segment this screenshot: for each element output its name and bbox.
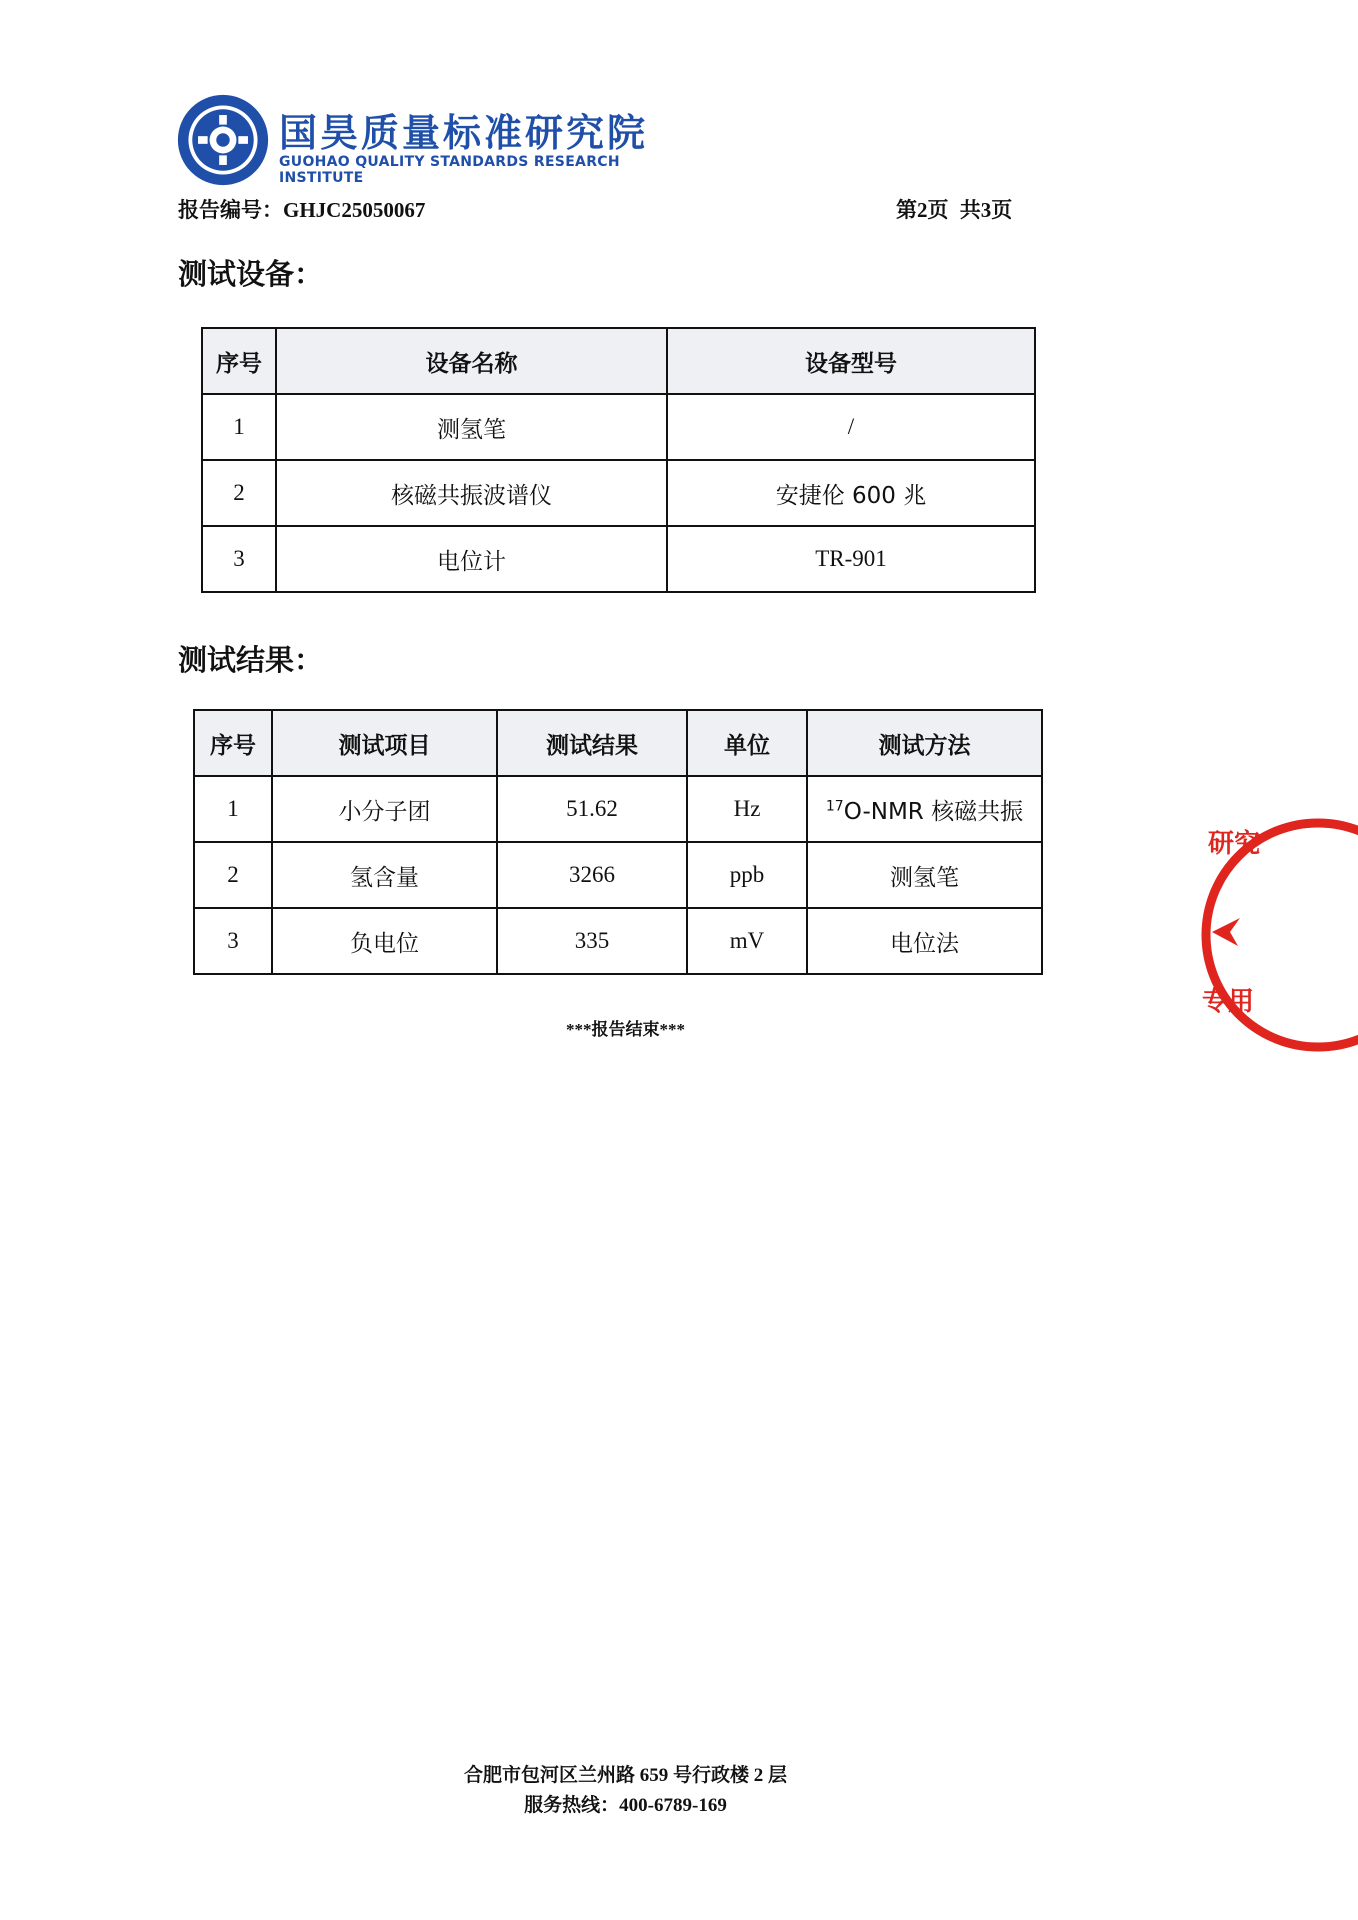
table-cell: Hz: [687, 776, 807, 842]
column-header: 序号: [202, 328, 276, 394]
report-number-label: 报告编号：: [178, 198, 283, 222]
svg-text:研究: 研究: [1208, 829, 1261, 859]
table-cell: 3: [202, 526, 276, 592]
results-section-title: 测试结果：: [178, 643, 324, 677]
table-header-row: [194, 710, 1042, 776]
seal-stamp-icon: [1198, 800, 1358, 1070]
table-cell: TR-901: [667, 526, 1035, 592]
table-row: [194, 776, 1042, 842]
table-cell: 核磁共振波谱仪: [276, 460, 667, 526]
table-cell: 氢含量: [272, 842, 497, 908]
table-row: [194, 842, 1042, 908]
table-cell: mV: [687, 908, 807, 974]
table-cell: 负电位: [272, 908, 497, 974]
table-cell: 测氢笔: [276, 394, 667, 460]
column-header: 设备名称: [276, 328, 667, 394]
equipment-section-title: 测试设备：: [178, 257, 324, 291]
table-row: [202, 526, 1035, 592]
table-cell: 电位法: [807, 908, 1042, 974]
table-cell: 电位计: [276, 526, 667, 592]
official-seal: [1198, 800, 1261, 1070]
table-cell-method: [807, 776, 1042, 842]
institute-emblem-icon: [175, 92, 271, 188]
table-cell: 335: [497, 908, 687, 974]
column-header: 单位: [687, 710, 807, 776]
method-text: O-NMR 核磁共振: [843, 798, 1024, 825]
table-cell: /: [667, 394, 1035, 460]
table-cell: 3: [194, 908, 272, 974]
report-number: [178, 194, 425, 224]
table-cell: 测氢笔: [807, 842, 1042, 908]
table-cell: 1: [202, 394, 276, 460]
table-cell: 2: [194, 842, 272, 908]
table-cell: 2: [202, 460, 276, 526]
svg-text:专用: 专用: [1202, 987, 1255, 1017]
footer-hotline: 服务热线：400-6789-169: [524, 1795, 727, 1816]
table-cell: ppb: [687, 842, 807, 908]
column-header: 测试结果: [497, 710, 687, 776]
table-row: [202, 394, 1035, 460]
equipment-table: [201, 327, 1036, 593]
table-cell: 1: [194, 776, 272, 842]
table-row: [202, 460, 1035, 526]
column-header: 测试方法: [807, 710, 1042, 776]
table-cell: 51.62: [497, 776, 687, 842]
table-cell: 3266: [497, 842, 687, 908]
page-current: 第2页: [896, 198, 949, 222]
table-header-row: [202, 328, 1035, 394]
org-name-cn: 国昊质量标准研究院: [279, 111, 649, 155]
isotope-superscript: 17: [825, 797, 844, 814]
report-number-value: GHJC25050067: [283, 198, 426, 222]
footer-address: 合肥市包河区兰州路 659 号行政楼 2 层: [463, 1765, 787, 1786]
column-header: 设备型号: [667, 328, 1035, 394]
table-row: [194, 908, 1042, 974]
table-cell: 安捷伦 600 兆: [667, 460, 1035, 526]
results-table: [193, 709, 1043, 975]
column-header: 测试项目: [272, 710, 497, 776]
column-header: 序号: [194, 710, 272, 776]
table-cell: 小分子团: [272, 776, 497, 842]
org-name-en: GUOHAO QUALITY STANDARDS RESEARCH INSTITUTE: [279, 154, 620, 186]
page-total: 共3页: [959, 198, 1013, 222]
institute-logo: [175, 92, 695, 192]
page-indicator: [890, 194, 1012, 224]
report-end-mark: ***报告结束***: [566, 1020, 685, 1039]
